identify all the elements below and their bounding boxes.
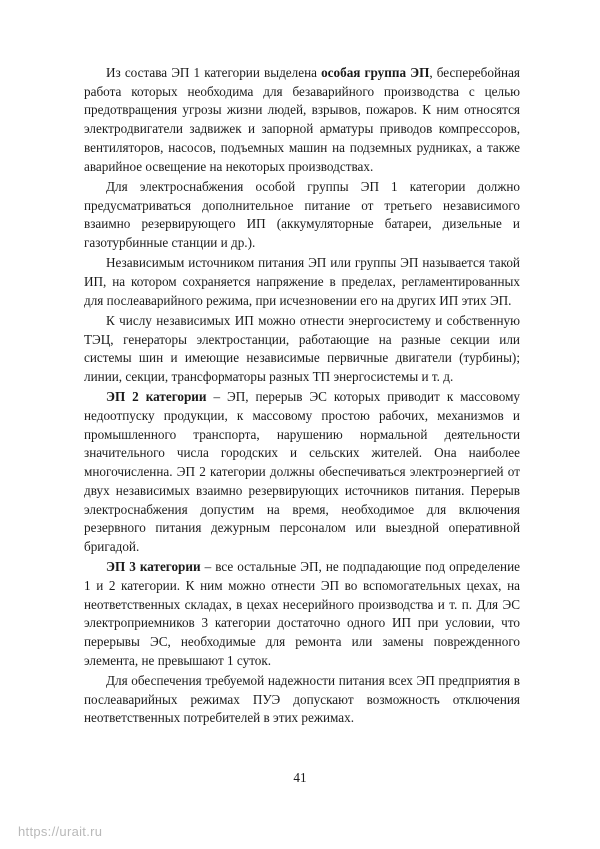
footer-url-watermark: https://urait.ru	[18, 824, 103, 839]
page-body	[84, 64, 520, 730]
paragraph-category-3	[84, 558, 520, 670]
bold-term: ЭП 2 категории	[106, 389, 207, 405]
paragraph-category-2	[84, 388, 520, 556]
paragraph-independent-examples: К числу независимых ИП можно отнести энергосистему и собственную ТЭЦ, генераторы электростанции, работающие на разные секции или системы шин и имеющие независимые первичные двигатели (турбины); линии, секции, трансформаторы разных ТП энергосистемы и т. д.	[84, 312, 520, 385]
paragraph-third-source: Для электроснабжения особой группы ЭП 1 категории должно предусматриваться дополнительное питание от третьего независимого взаимно резервирующего ИП (аккумуляторные батареи, дизельные и газотурбинные станции и др.).	[84, 178, 520, 250]
paragraph-independent-source: Независимым источником питания ЭП или группы ЭП называется такой ИП, на котором сохраняется напряжение в пределах, регламентированных для послеаварийного режима, при исчезновении его на других ИП этих ЭП.	[84, 255, 520, 308]
bold-term: особая группа ЭП	[321, 65, 430, 80]
bold-term: ЭП 3 категории	[106, 559, 201, 575]
page-number: 41	[293, 770, 307, 785]
text: – ЭП, перерыв ЭС которых приводит к массовому недоотпуску продукции, к массовому простою рабочих, механизмов и промышленного транспорта, нарушению нормальной деятельности значительного числа городских и сельских жителей. Она наиболее многочисленна. ЭП 2 категории должны обеспечиваться электроэнергией от двух независимых взаимно резервирующих источников питания. Перерыв электроснабжения допустим на время, необходимое для включения резервного питания дежурным персоналом или выездной оперативной бригадой.	[84, 389, 521, 554]
paragraph-special-group	[84, 64, 520, 176]
paragraph-reliability: Для обеспечения требуемой надежности питания всех ЭП предприятия в послеаварийных режимах ПУЭ допускают возможность отключения неответственных потребителей в этих режимах.	[84, 673, 520, 726]
text: , бесперебойная работа которых необходима для безаварийного производства с целью предотвращения угрозы жизни людей, взрывов, пожаров. К ним относятся электродвигатели задвижек и запорной арматуры приводов компрессоров, вентиляторов, насосов, подъемных машин на подземных рудниках, а также аварийное освещение на некоторых производствах.	[84, 65, 520, 174]
text: Из состава ЭП 1 категории выделена	[106, 65, 322, 80]
text: – все остальные ЭП, не подпадающие под определение 1 и 2 категории. К ним можно отнести ЭП во вспомогательных цехах, на неответственных складах, в цехах несерийного производства и т. п. Для ЭС электроприемников 3 категории достаточно одного ИП при условии, что перерывы ЭС, необходимые для ремонта или замены поврежденного элемента, не превышают 1 суток.	[84, 559, 521, 668]
